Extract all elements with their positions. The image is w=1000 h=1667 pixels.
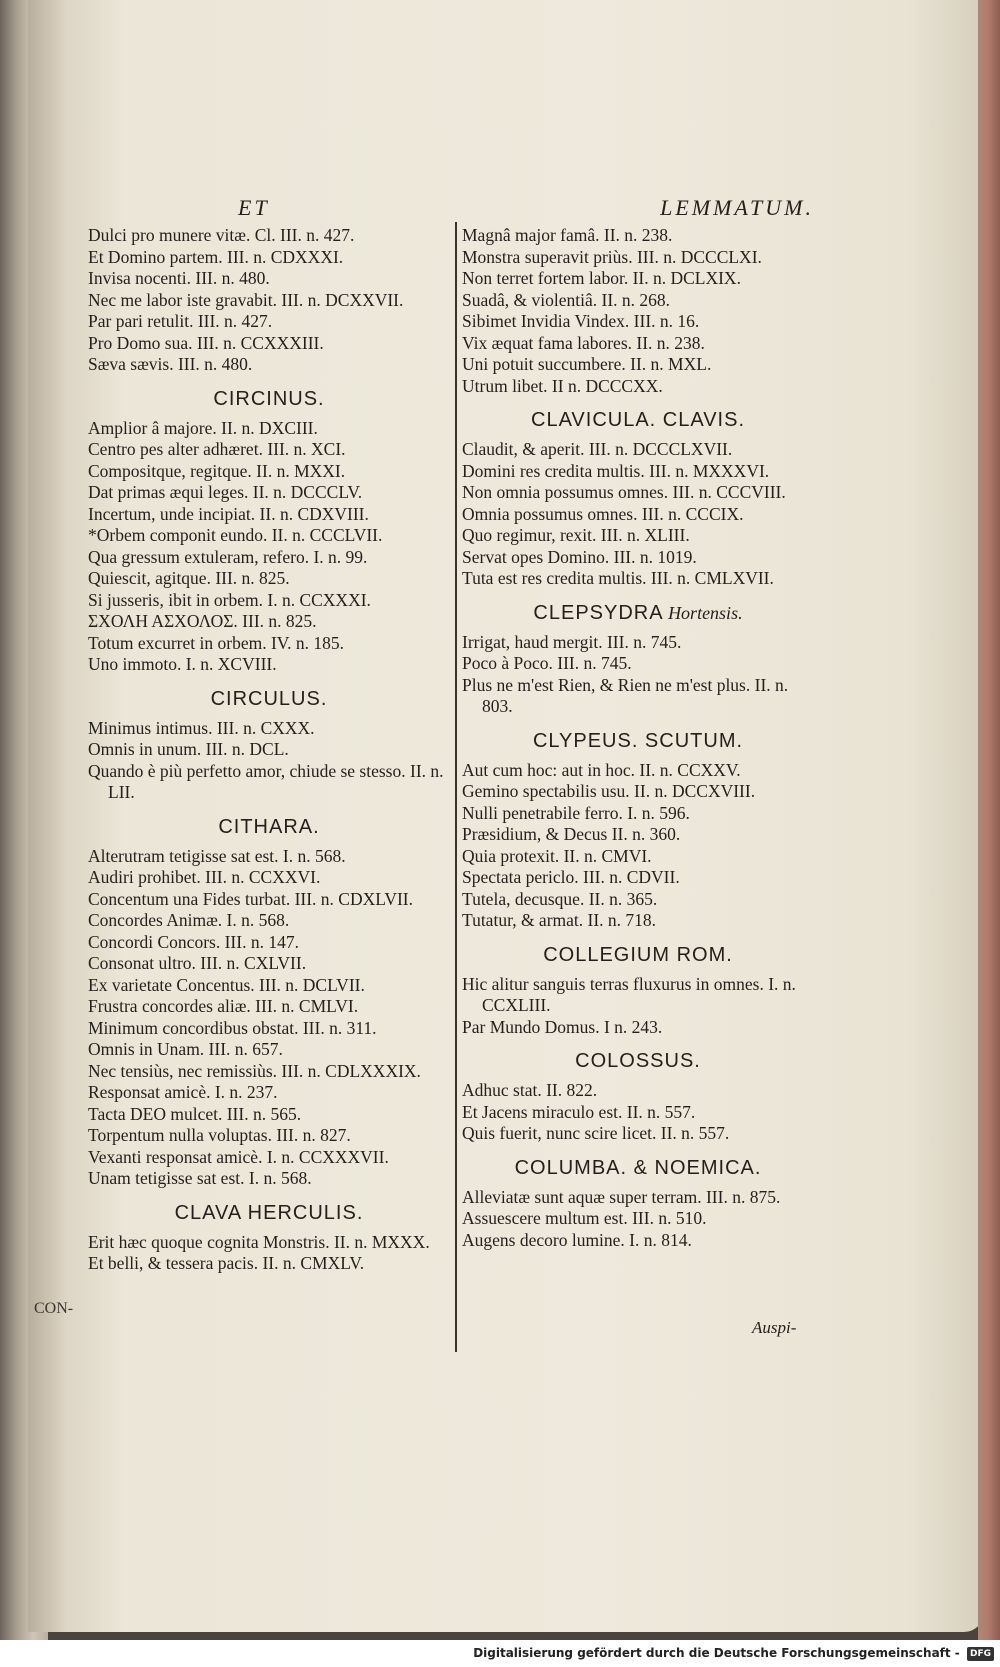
section-entries — [462, 632, 814, 718]
page-fore-edge — [978, 0, 1000, 1640]
index-entry: Vix æquat fama labores. II. n. 238. — [462, 332, 705, 353]
section-entries — [462, 1187, 814, 1252]
index-entry: Poco à Poco. III. n. 745. — [462, 653, 632, 673]
index-entry: Augens decoro lumine. I. n. 814. — [462, 1229, 692, 1250]
index-entry: Erit hæc quoque cognita Monstris. II. n. MXXX. — [88, 1231, 430, 1252]
index-entry: Qua gressum extuleram, refero. I. n. 99. — [88, 546, 368, 567]
index-entry: Assuescere multum est. III. n. 510. — [462, 1208, 707, 1228]
index-entry: Alleviatæ sunt aquæ super terram. III. n. 875. — [462, 1186, 781, 1207]
index-entry: Nulli penetrabile ferro. I. n. 596. — [462, 802, 690, 823]
index-entry: Utrum libet. II n. DCCCXX. — [462, 375, 663, 396]
index-entry: Par Mundo Domus. I n. 243. — [462, 1016, 663, 1037]
index-entry: Omnia possumus omnes. III. n. CCCIX. — [462, 503, 744, 524]
index-entry: Sibimet Invidia Vindex. III. n. 16. — [462, 311, 700, 331]
index-entry: Ex varietate Concentus. III. n. DCLVII. — [88, 974, 365, 995]
section-heading — [462, 728, 814, 754]
index-entry: Torpentum nulla voluptas. III. n. 827. — [88, 1125, 351, 1145]
index-entry: Omnis in Unam. III. n. 657. — [88, 1039, 283, 1059]
section-heading — [462, 1048, 814, 1074]
section-entries — [462, 439, 814, 590]
index-entry: Tuta est res credita multis. III. n. CMLXVII. — [462, 568, 774, 588]
index-entry: Uni potuit succumbere. II. n. MXL. — [462, 354, 712, 374]
index-entry: Quando è più perfetto amor, chiude se stesso. II. n. LII. — [88, 760, 444, 802]
index-entry: Si jusseris, ibit in orbem. I. n. CCXXXI. — [88, 589, 371, 610]
index-entry: *Orbem componit eundo. II. n. CCCLVII. — [88, 525, 383, 545]
right-sections — [462, 407, 814, 1251]
index-entry: Præsidium, & Decus II. n. 360. — [462, 824, 681, 844]
index-entry: ΣΧΟΛΗ ΑΣΧΟΛΟΣ. III. n. 825. — [88, 611, 317, 631]
index-entry: Spectata periclo. III. n. CDVII. — [462, 867, 680, 887]
index-entry: Et Domino partem. III. n. CDXXXI. — [88, 246, 344, 267]
section-title: CITHARA. — [218, 815, 320, 838]
section-entries — [88, 418, 450, 676]
index-entry: Irrigat, haud mergit. III. n. 745. — [462, 631, 682, 652]
index-entry: Invisa nocenti. III. n. 480. — [88, 268, 270, 288]
index-entry: Nec tensiùs, nec remissiùs. III. n. CDLXXXIX. — [88, 1060, 421, 1081]
index-entry: Quis fuerit, nunc scire licet. II. n. 557. — [462, 1123, 730, 1143]
index-entry: Non omnia possumus omnes. III. n. CCCVIII. — [462, 482, 786, 502]
left-intro-entries — [88, 225, 450, 376]
left-column — [88, 195, 450, 1275]
index-entry: Quia protexit. II. n. CMVI. — [462, 845, 652, 866]
section-title: CIRCULUS. — [210, 687, 328, 710]
index-entry: Servat opes Domino. III. n. 1019. — [462, 546, 697, 567]
index-entry: Quo regimur, rexit. III. n. XLIII. — [462, 525, 690, 545]
section-entries — [462, 1080, 814, 1145]
column-divider — [455, 222, 457, 1352]
index-entry: Omnis in unum. III. n. DCL. — [88, 739, 289, 759]
index-entry: Minimum concordibus obstat. III. n. 311. — [88, 1017, 377, 1038]
index-entry: Gemino spectabilis usu. II. n. DCCXVIII. — [462, 781, 756, 801]
index-entry: Monstra superavit priùs. III. n. DCCCLXI. — [462, 246, 762, 267]
left-sections — [88, 386, 450, 1275]
index-entry: Totum excurret in orbem. IV. n. 185. — [88, 632, 345, 653]
section-title: CLAVICULA. CLAVIS. — [531, 409, 745, 431]
section-heading — [462, 600, 814, 626]
index-entry: Incertum, unde incipiat. II. n. CDXVIII. — [88, 503, 369, 524]
index-entry: Tacta DEO mulcet. III. n. 565. — [88, 1103, 302, 1124]
section-heading — [88, 386, 450, 412]
index-entry: Frustra concordes aliæ. III. n. CMLVI. — [88, 996, 359, 1016]
index-entry: Magnâ major famâ. II. n. 238. — [462, 225, 673, 245]
index-entry: Minimus intimus. III. n. CXXX. — [88, 717, 315, 738]
section-heading — [88, 686, 450, 712]
section-heading — [462, 942, 814, 968]
index-entry: Suadâ, & violentiâ. II. n. 268. — [462, 289, 671, 310]
running-head-right: LEMMATUM. — [660, 195, 814, 220]
index-entry: Et Jacens miraculo est. II. n. 557. — [462, 1101, 696, 1122]
section-title: CLAVA HERCULIS. — [174, 1201, 364, 1224]
index-entry: Nec me labor iste gravabit. III. n. DCXXVII. — [88, 289, 404, 310]
index-entry: Centro pes alter adhæret. III. n. XCI. — [88, 439, 346, 459]
index-entry: Quiescit, agitque. III. n. 825. — [88, 568, 290, 588]
index-entry: Tutela, decusque. II. n. 365. — [462, 888, 658, 909]
index-entry: Non terret fortem labor. II. n. DCLXIX. — [462, 268, 741, 288]
index-entry: Audiri prohibet. III. n. CCXXVI. — [88, 867, 321, 887]
index-entry: Tutatur, & armat. II. n. 718. — [462, 910, 657, 930]
running-head-left: ET — [238, 195, 270, 220]
index-entry: Par pari retulit. III. n. 427. — [88, 311, 273, 331]
index-entry: Uno immoto. I. n. XCVIII. — [88, 654, 277, 674]
section-title-italic: Hortensis. — [663, 602, 743, 623]
section-heading — [88, 1200, 450, 1226]
section-title: CIRCINUS. — [213, 387, 325, 410]
index-entry: Aut cum hoc: aut in hoc. II. n. CCXXV. — [462, 759, 741, 780]
section-heading — [462, 1155, 814, 1181]
index-entry: Hic alitur sanguis terras fluxurus in omnes. I. n. CCXLIII. — [462, 973, 796, 1015]
section-title: COLLEGIUM ROM. — [543, 943, 733, 966]
section-title: COLOSSUS. — [575, 1050, 701, 1072]
section-heading — [462, 407, 814, 433]
index-entry: Unam tetigisse sat est. I. n. 568. — [88, 1168, 312, 1188]
section-entries — [88, 718, 450, 804]
index-entry: Alterutram tetigisse sat est. I. n. 568. — [88, 845, 346, 866]
index-entry: Responsat amicè. I. n. 237. — [88, 1082, 278, 1102]
right-intro-entries — [462, 225, 814, 397]
section-title: COLUMBA. & NOEMICA. — [514, 1156, 762, 1179]
section-entries — [462, 760, 814, 932]
catchword: Auspi- — [752, 1318, 797, 1337]
dfg-logo: DFG — [967, 1647, 994, 1661]
section-entries — [88, 1232, 450, 1275]
index-entry: Plus ne m'est Rien, & Rien ne m'est plus. II. n. 803. — [462, 674, 789, 716]
section-entries — [462, 974, 814, 1039]
index-entry: Vexanti responsat amicè. I. n. CCXXXVII. — [88, 1146, 389, 1167]
index-entry: Sæva sævis. III. n. 480. — [88, 354, 253, 374]
index-entry: Dat primas æqui leges. II. n. DCCCLV. — [88, 482, 363, 502]
index-entry: Concordes Animæ. I. n. 568. — [88, 910, 290, 930]
section-heading — [88, 814, 450, 840]
digitization-footer — [473, 1641, 994, 1665]
index-entry: Dulci pro munere vitæ. Cl. III. n. 427. — [88, 225, 355, 245]
index-entry: Pro Domo sua. III. n. CCXXXIII. — [88, 332, 324, 353]
right-column — [462, 195, 814, 1251]
footer-text: Digitalisierung gefördert durch die Deutsche Forschungsgemeinschaft - — [473, 1646, 960, 1660]
section-entries — [88, 846, 450, 1190]
section-title: CLYPEUS. SCUTUM. — [532, 729, 744, 752]
index-entry: Adhuc stat. II. 822. — [462, 1080, 598, 1100]
index-entry: Concentum una Fides turbat. III. n. CDXLVII. — [88, 888, 413, 909]
index-entry: Domini res credita multis. III. n. MXXXVI. — [462, 460, 770, 481]
margin-fragment: CON- — [34, 1300, 74, 1317]
index-entry: Concordi Concors. III. n. 147. — [88, 931, 299, 952]
index-entry: Compositque, regitque. II. n. MXXI. — [88, 460, 346, 481]
index-entry: Amplior â majore. II. n. DXCIII. — [88, 417, 318, 438]
index-entry: Et belli, & tessera pacis. II. n. CMXLV. — [88, 1253, 365, 1273]
index-entry: Consonat ultro. III. n. CXLVII. — [88, 953, 307, 973]
section-title: CLEPSYDRA — [533, 601, 664, 624]
index-entry: Claudit, & aperit. III. n. DCCCLXVII. — [462, 439, 733, 459]
